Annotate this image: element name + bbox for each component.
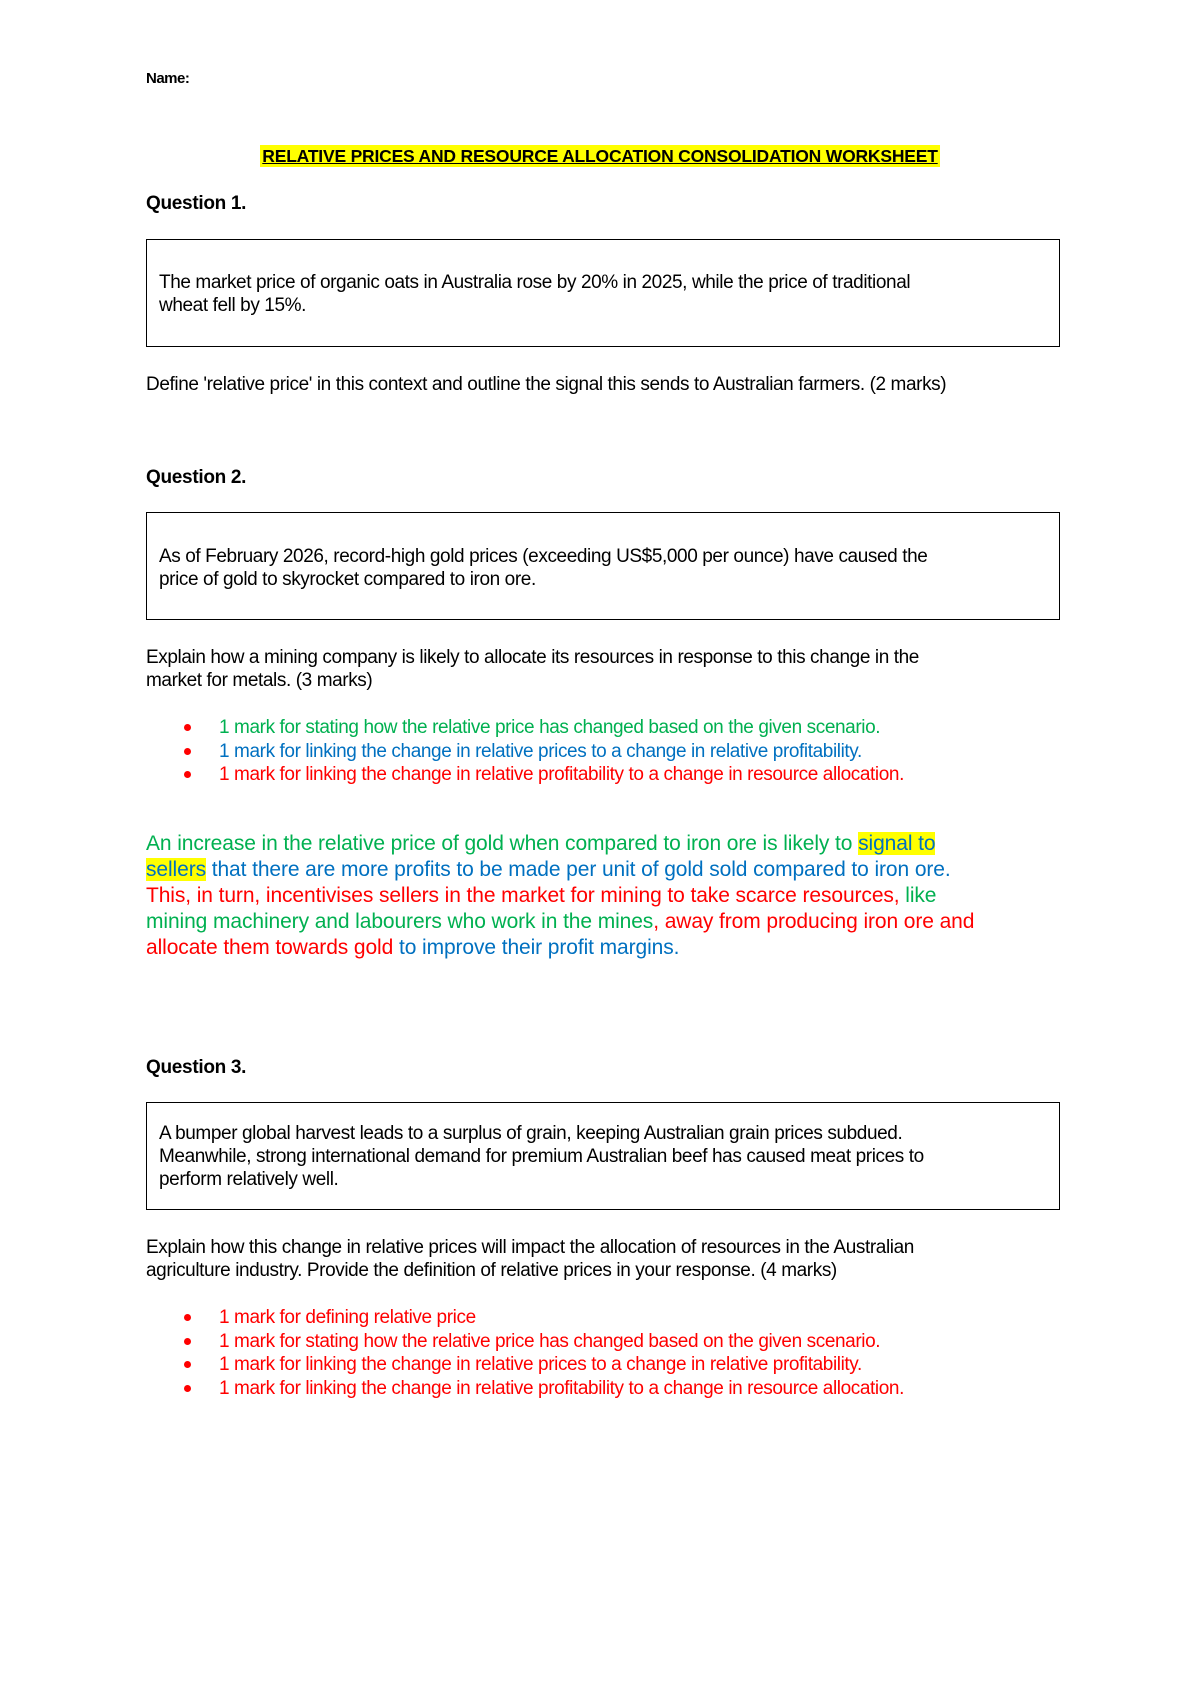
question-3-heading: Question 3. [146,1057,247,1078]
answer-highlight: sellers [146,858,206,881]
criteria-item [146,763,1066,787]
criteria-item [146,1377,1066,1401]
bullet-icon [184,1314,191,1321]
bullet-icon [184,1338,191,1345]
question-2-marking-criteria [146,716,1066,787]
answer-segment: This, in turn, incentivises sellers in the market for mining to take scarce resources, [146,884,900,907]
question-3-scenario-box [146,1102,1060,1210]
name-label: Name: [146,70,190,87]
criteria-item [146,1353,1066,1377]
answer-line [146,909,1066,935]
question-2-prompt [146,646,1066,692]
criteria-item [146,716,1066,740]
answer-segment: An increase in the relative price of gold when compared to iron ore is likely to [146,832,859,855]
criteria-text: 1 mark for linking the change in relative profitability to a change in resource allocation. [219,764,904,785]
scenario-line: The market price of organic oats in Australia rose by 20% in 2025, while the price of traditional [159,272,911,293]
scenario-line: perform relatively well. [159,1169,339,1190]
criteria-text: 1 mark for linking the change in relative prices to a change in relative profitability. [219,1354,862,1375]
answer-segment: mining machinery and labourers who work in the mines [146,910,654,933]
question-1-heading: Question 1. [146,193,247,214]
question-1-prompt: Define 'relative price' in this context and outline the signal this sends to Australian farmers. (2 marks) [146,374,947,395]
criteria-item [146,740,1066,764]
answer-line [146,883,1066,909]
scenario-line: A bumper global harvest leads to a surplus of grain, keeping Australian grain prices subdued. [159,1123,903,1144]
scenario-line: As of February 2026, record-high gold prices (exceeding US$5,000 per ounce) have caused the [159,546,928,567]
question-1-scenario-box [146,239,1060,347]
bullet-icon [184,724,191,731]
scenario-line: price of gold to skyrocket compared to iron ore. [159,569,536,590]
scenario-line: wheat fell by 15%. [159,295,306,316]
answer-line [146,831,1066,857]
question-2-heading: Question 2. [146,467,247,488]
answer-segment: that there are more profits to be made per unit of gold sold compared to iron ore. [205,858,951,881]
prompt-line: market for metals. (3 marks) [146,670,373,691]
answer-segment: like [899,884,937,907]
title-container [0,145,1200,167]
question-2-model-answer [146,831,1066,961]
bullet-icon [184,1385,191,1392]
question-2-scenario-box [146,512,1060,620]
answer-line [146,935,1066,961]
question-3-prompt [146,1236,1066,1282]
question-3-marking-criteria [146,1306,1066,1400]
criteria-text: 1 mark for linking the change in relative profitability to a change in resource allocation. [219,1377,904,1399]
answer-highlight: signal to [858,832,936,855]
criteria-text: 1 mark for stating how the relative price has changed based on the given scenario. [219,1330,881,1352]
scenario-line: Meanwhile, strong international demand for premium Australian beef has caused meat prices to [159,1146,924,1167]
answer-segment: allocate them towards gold [146,936,394,959]
bullet-icon [184,748,191,755]
answer-segment: , away from producing iron ore and [653,910,975,933]
answer-line [146,857,1066,883]
criteria-text: 1 mark for defining relative price [219,1307,476,1328]
criteria-item [146,1306,1066,1330]
bullet-icon [184,1361,191,1368]
criteria-text: 1 mark for linking the change in relative prices to a change in relative profitability. [219,740,862,762]
bullet-icon [184,771,191,778]
prompt-line: Explain how this change in relative prices will impact the allocation of resources in the Australian [146,1237,914,1258]
answer-segment: to improve their profit margins. [393,936,680,959]
worksheet-title: RELATIVE PRICES AND RESOURCE ALLOCATION CONSOLIDATION WORKSHEET [262,146,938,166]
criteria-text: 1 mark for stating how the relative price has changed based on the given scenario. [219,717,881,738]
prompt-line: agriculture industry. Provide the definition of relative prices in your response. (4 marks) [146,1260,837,1281]
prompt-line: Explain how a mining company is likely to allocate its resources in response to this change in the [146,647,919,668]
criteria-item [146,1330,1066,1354]
